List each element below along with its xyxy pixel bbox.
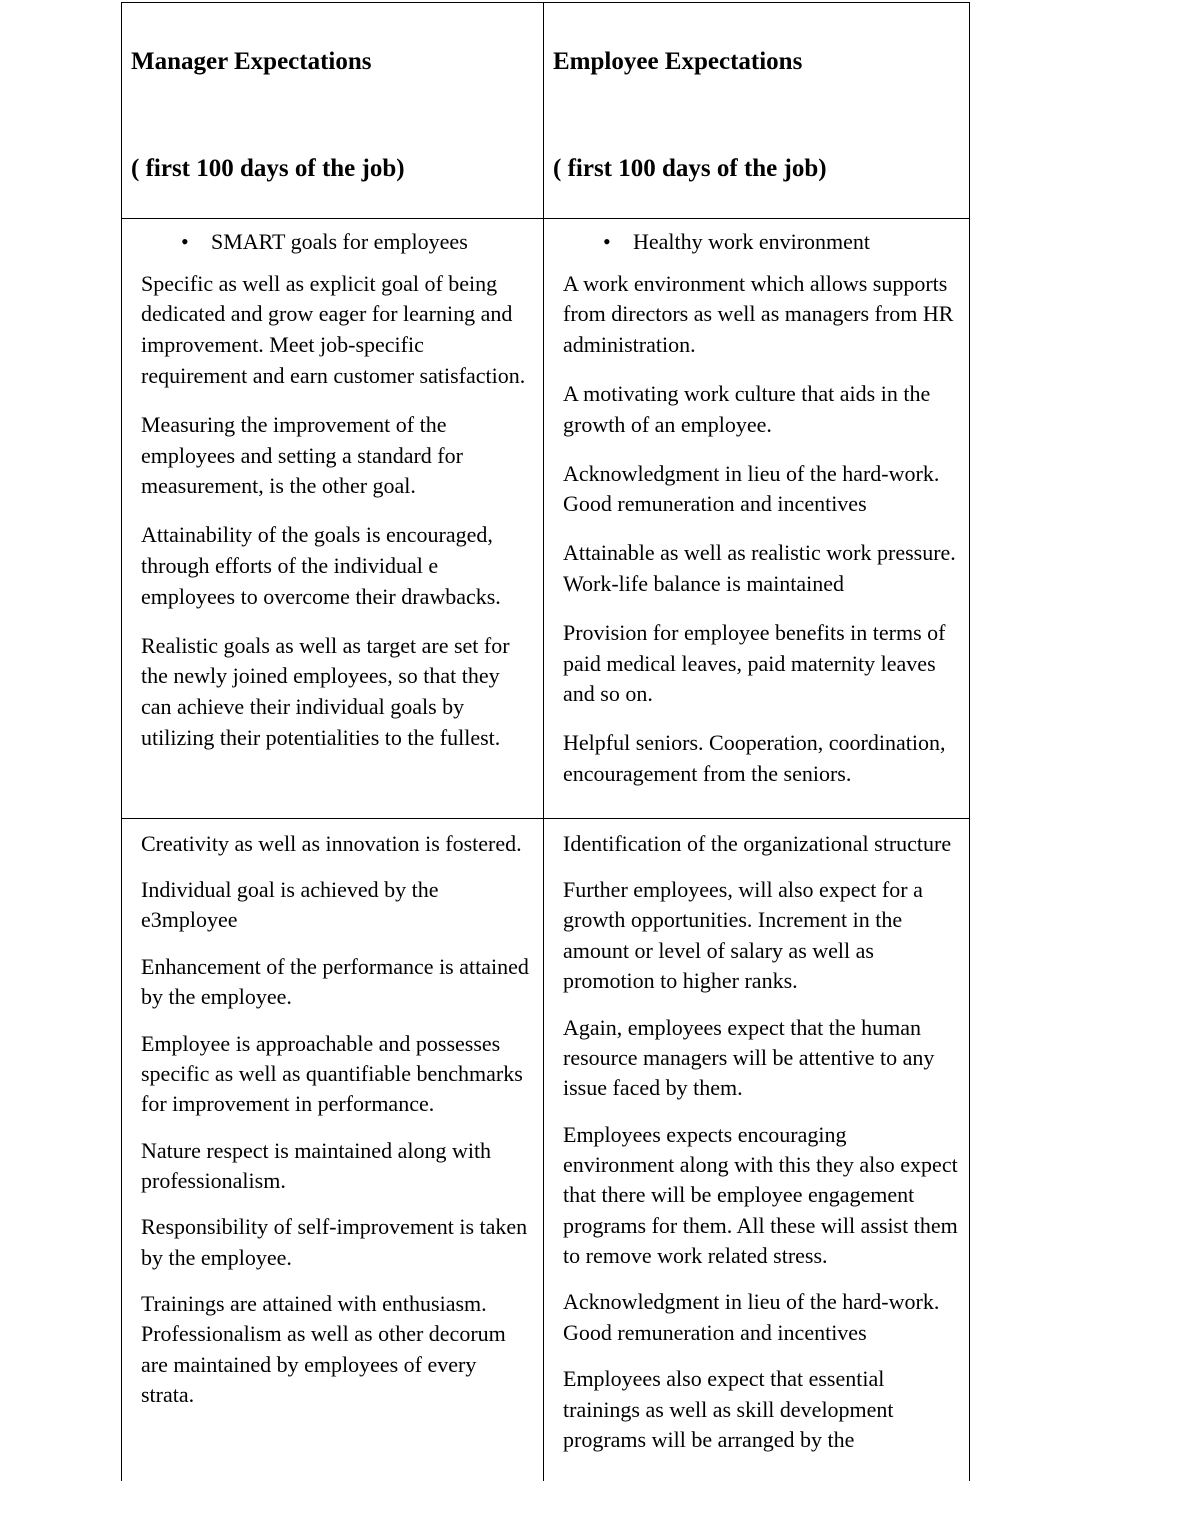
row-1-employee-cell [544,219,970,819]
paragraph: Acknowledgment in lieu of the hard-work. Good remuneration and incentives [563,460,940,517]
employee-expectations-subtitle: ( first 100 days of the job) [553,155,827,182]
table-row [122,219,970,819]
paragraph: Further employees, will also expect for a growth opportunities. Increment in the amount or level of salary as well as promotion to higher ranks. [563,877,923,994]
row-2-manager-paragraphs [132,829,533,1411]
paragraph: Acknowledgment in lieu of the hard-work. Good remuneration and incentives [563,1289,940,1345]
header-cell-employee [544,3,970,219]
table-row [122,818,970,1481]
paragraph: Attainable as well as realistic work pressure. Work-life balance is maintained [563,540,956,596]
paragraph: A work environment which allows supports from directors as well as managers from HR administration. [563,270,954,358]
table-header-row [122,3,970,219]
paragraph: Trainings are attained with enthusiasm. Professionalism as well as other decorum are maintained by employees of every strata. [141,1291,506,1408]
paragraph: Enhancement of the performance is attained by the employee. [141,953,529,1010]
row-1-employee-paragraphs [554,269,959,790]
paragraph: Realistic goals as well as target are set for the newly joined employees, so that they can achieve their individual goals by utilizing their potentialities to the fullest. [141,632,510,750]
list-item: • Healthy work environment [554,228,959,257]
paragraph: Employee is approachable and possesses specific as well as quantifiable benchmarks for improvement in performance. [141,1030,523,1117]
list-item: • SMART goals for employees [132,228,533,257]
paragraph: Employees also expect that essential trainings as well as skill development programs will be arranged by the [563,1366,894,1452]
paragraph: Helpful seniors. Cooperation, coordination, encouragement from the seniors. [563,730,946,786]
paragraph: Again, employees expect that the human resource managers will be attentive to any issue faced by them. [563,1014,935,1101]
paragraph: A motivating work culture that aids in the growth of an employee. [563,380,931,437]
paragraph: Nature respect is maintained along with professionalism. [141,1137,492,1193]
employee-expectations-title: Employee Expectations [553,48,803,75]
paragraph: Attainability of the goals is encouraged, through efforts of the individual e employees to overcome their drawbacks. [141,522,501,609]
row-2-manager-cell [122,818,544,1481]
row-1-manager-cell [122,219,544,819]
paragraph: Specific as well as explicit goal of being dedicated and grow eager for learning and improvement. Meet job-specific requirement and earn customer satisfaction. [141,270,526,388]
row-1-manager-bullet-list [132,228,533,257]
paragraph: Identification of the organizational structure [563,830,952,856]
row-1-manager-paragraphs [132,269,533,754]
paragraph: Provision for employee benefits in terms of paid medical leaves, paid maternity leaves and so on. [563,619,946,707]
manager-expectations-subtitle: ( first 100 days of the job) [131,155,405,182]
row-2-employee-paragraphs [554,829,959,1455]
paragraph: Responsibility of self-improvement is taken by the employee. [141,1214,528,1270]
expectations-comparison-table [121,2,970,1481]
row-1-employee-bullet-list [554,228,959,257]
manager-expectations-title: Manager Expectations [131,48,372,75]
header-cell-manager [122,3,544,219]
paragraph: Measuring the improvement of the employees and setting a standard for measurement, is the other goal. [141,411,463,499]
paragraph: Employees expects encouraging environment along with this they also expect that there will be employee engagement programs for them. All these will assist them to remove work related stress. [563,1121,958,1269]
bullet-icon: • [603,229,611,254]
paragraph: Individual goal is achieved by the e3mployee [141,877,439,933]
bullet-icon: • [181,229,189,254]
paragraph: Creativity as well as innovation is fostered. [141,830,522,856]
row-2-employee-cell [544,818,970,1481]
